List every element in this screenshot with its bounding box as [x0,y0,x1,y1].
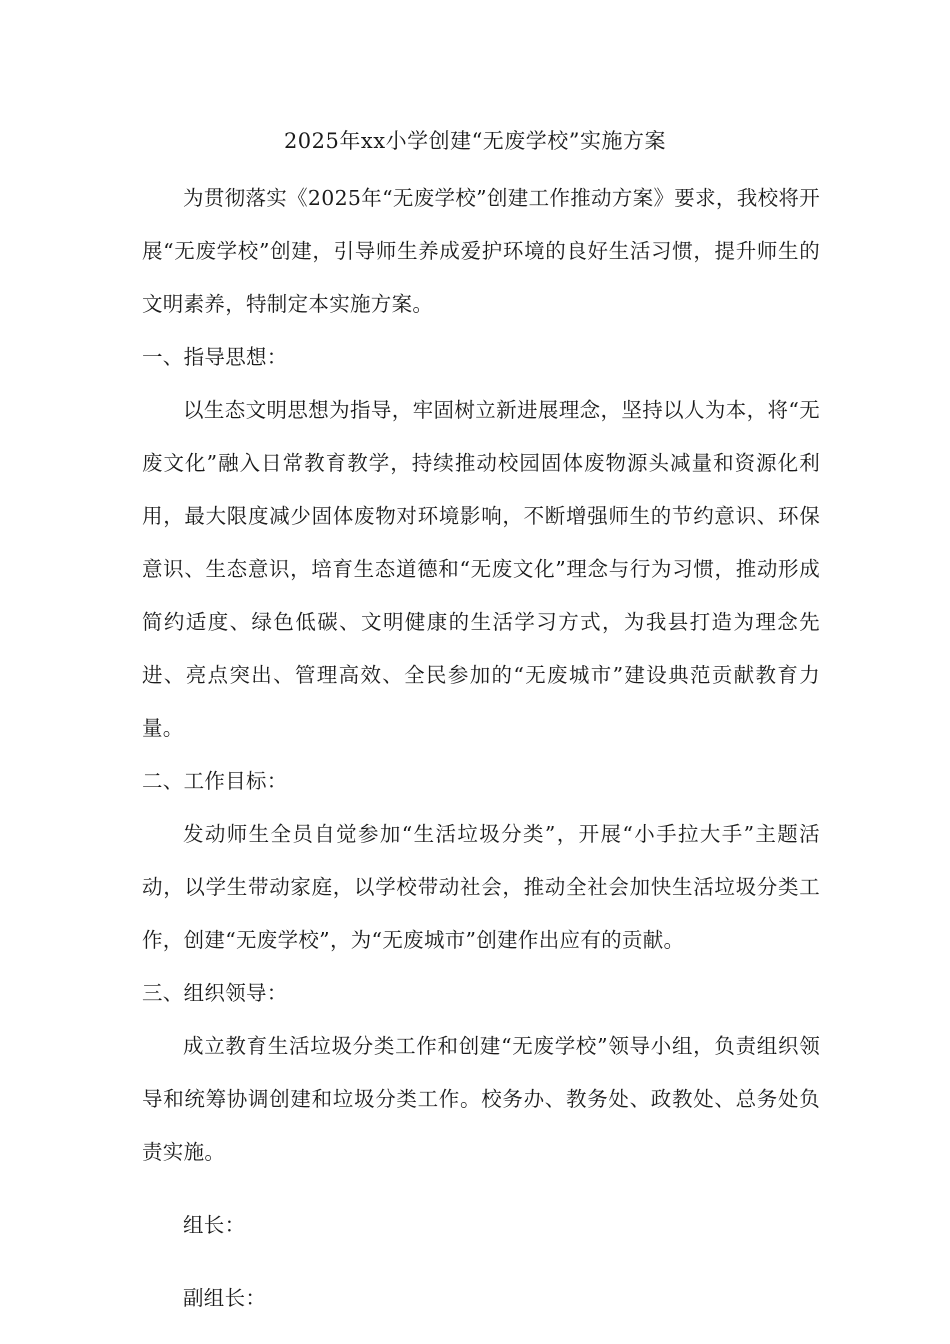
leader-label: 组长： [183,1213,246,1237]
section-body-organization: 成立教育生活垃圾分类工作和创建“无废学校”领导小组，负责组织领导和统筹协调创建和垃圾分类工作。校务办、教务处、政教处、总务处负责实施。 [142,1034,820,1164]
section-heading-work-goals: 二、工作目标： [142,769,288,793]
section-body-work-goals: 发动师生全员自觉参加“生活垃圾分类”，开展“小手拉大手”主题活动，以学生带动家庭，以学校带动社会，推动全社会加快生活垃圾分类工作，创建“无废学校”，为“无废城市”创建作出应有的贡献。 [142,822,820,952]
document-body [142,172,820,1325]
deputy-leader-label: 副组长： [183,1286,267,1310]
document-title: 2025年xx小学创建“无废学校”实施方案 [283,129,667,153]
section-heading-organization: 三、组织领导： [142,981,288,1005]
section-body-guiding-ideology: 以生态文明思想为指导，牢固树立新进展理念，坚持以人为本，将“无废文化”融入日常教育教学，持续推动校园固体废物源头减量和资源化利用，最大限度减少固体废物对环境影响，不断增强师生的节约意识、环保意识、生态意识，培育生态道德和“无废文化”理念与行为习惯，推动形成简约适度、绿色低碳、文明健康的生活学习方式，为我县打造为理念先进、亮点突出、管理高效、全民参加的“无废城市”建设典范贡献教育力量。 [142,398,820,740]
section-heading-guiding-ideology: 一、指导思想： [142,345,288,369]
intro-paragraph: 为贯彻落实《2025年“无废学校”创建工作推动方案》要求，我校将开展“无废学校”创建，引导师生养成爱护环境的良好生活习惯，提升师生的文明素养，特制定本实施方案。 [142,186,820,316]
